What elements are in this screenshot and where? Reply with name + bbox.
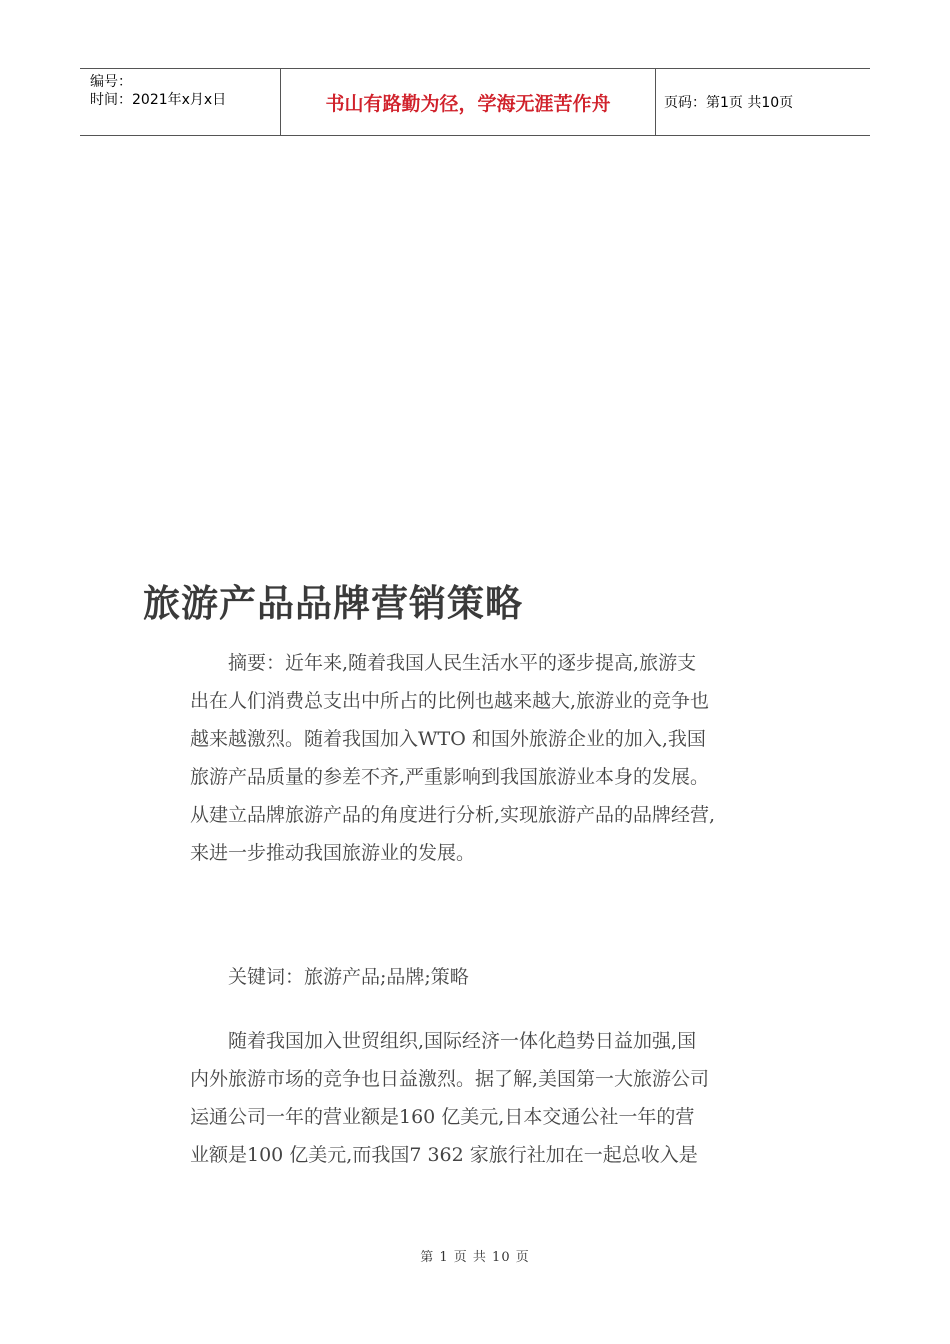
number-label: 编号： — [90, 74, 132, 90]
page-info: 页码：第1页 共10页 — [664, 95, 794, 111]
abstract-line: 摘要：近年来,随着我国人民生活水平的逐步提高,旅游支 — [228, 652, 697, 674]
page-footer: 第 1 页 共 10 页 — [420, 1250, 530, 1265]
body-line: 随着我国加入世贸组织,国际经济一体化趋势日益加强,国 — [228, 1030, 697, 1052]
header-motto-cell — [281, 69, 656, 135]
body-line: 运通公司一年的营业额是160 亿美元,日本交通公社一年的营 — [190, 1106, 695, 1128]
abstract-line: 旅游产品质量的参差不齐,严重影响到我国旅游业本身的发展。 — [190, 766, 710, 788]
document-title: 旅游产品品牌营销策略 — [143, 581, 523, 625]
document-header — [80, 68, 870, 136]
header-meta-cell — [80, 69, 281, 135]
abstract-line: 来进一步推动我国旅游业的发展。 — [190, 842, 476, 864]
time-label: 时间：2021年x月x日 — [90, 92, 227, 108]
body-line: 内外旅游市场的竞争也日益激烈。据了解,美国第一大旅游公司 — [190, 1068, 710, 1090]
keywords-paragraph: 关键词：旅游产品;品牌;策略 — [228, 966, 469, 988]
abstract-line: 出在人们消费总支出中所占的比例也越来越大,旅游业的竞争也 — [190, 690, 710, 712]
header-page-cell — [656, 69, 870, 135]
abstract-line: 从建立品牌旅游产品的角度进行分析,实现旅游产品的品牌经营, — [190, 804, 716, 826]
abstract-line: 越来越激烈。随着我国加入WTO 和国外旅游企业的加入,我国 — [190, 728, 706, 750]
motto-text: 书山有路勤为径，学海无涯苦作舟 — [325, 92, 611, 115]
abstract-paragraph — [190, 644, 830, 872]
body-paragraph — [190, 1022, 810, 1174]
body-line: 业额是100 亿美元,而我国7 362 家旅行社加在一起总收入是 — [190, 1144, 698, 1166]
